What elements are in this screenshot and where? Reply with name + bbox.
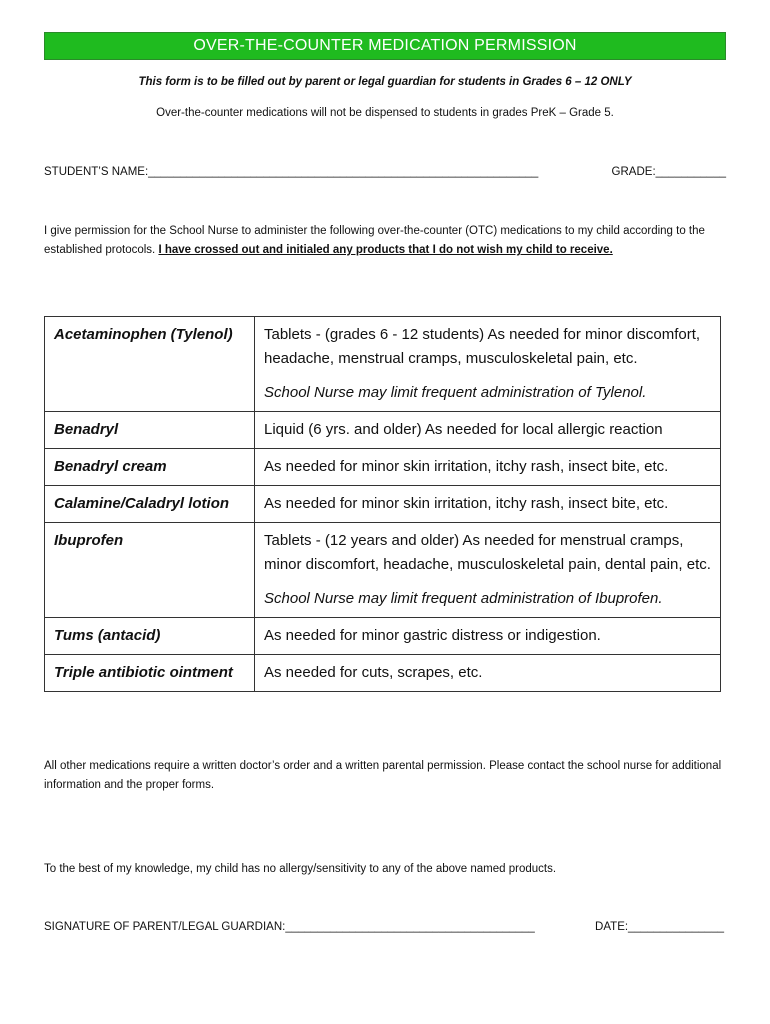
medication-name: Tums (antacid): [45, 618, 255, 655]
medication-description: As needed for minor skin irritation, itchy rash, insect bite, etc.: [264, 495, 669, 512]
medication-name: Acetaminophen (Tylenol): [45, 317, 255, 412]
medication-description: Tablets - (grades 6 - 12 students) As needed for minor discomfort, headache, menstrual cramps, musculoskeletal pain, etc.: [264, 326, 701, 367]
medication-note: School Nurse may limit frequent administration of Tylenol.: [264, 384, 647, 401]
medication-name: Benadryl cream: [45, 449, 255, 486]
medication-name: Benadryl: [45, 412, 255, 449]
student-info-row: [44, 166, 726, 178]
medication-row: [45, 618, 721, 655]
medication-name: Ibuprofen: [45, 523, 255, 618]
medication-description-cell: [255, 655, 721, 692]
grade-field[interactable]: GRADE:___________: [611, 166, 726, 178]
medication-description-cell: [255, 412, 721, 449]
medication-description-cell: [255, 486, 721, 523]
medication-description-cell: [255, 317, 721, 412]
medication-row: [45, 449, 721, 486]
permission-text: I give permission for the School Nurse to administer the following over-the-counter (OTC) medications to my child according to the established protocols.: [44, 225, 705, 256]
permission-statement: [44, 222, 724, 260]
student-name-field[interactable]: STUDENT’S NAME:_____________________________________________________________: [44, 166, 539, 178]
medications-table: [44, 316, 721, 692]
signature-field[interactable]: SIGNATURE OF PARENT/LEGAL GUARDIAN:_______________________________________: [44, 921, 535, 933]
medication-description: As needed for minor skin irritation, itchy rash, insect bite, etc.: [264, 458, 669, 475]
medication-description: Liquid (6 yrs. and older) As needed for local allergic reaction: [264, 421, 663, 438]
medication-description: Tablets - (12 years and older) As needed for menstrual cramps, minor discomfort, headache, musculoskeletal pain, dental pain, etc.: [264, 532, 711, 573]
notice-text: Over-the-counter medications will not be dispensed to students in grades PreK – Grade 5.: [156, 107, 614, 119]
medication-row: [45, 317, 721, 412]
allergy-statement: To the best of my knowledge, my child has no allergy/sensitivity to any of the above named products.: [44, 863, 557, 875]
medication-name: Calamine/Caladryl lotion: [45, 486, 255, 523]
form-title: OVER-THE-COUNTER MEDICATION PERMISSION: [44, 32, 726, 60]
medication-row: [45, 523, 721, 618]
signature-row: [44, 921, 724, 933]
medication-row: [45, 655, 721, 692]
medication-description: As needed for cuts, scrapes, etc.: [264, 664, 483, 681]
permission-emphasis: I have crossed out and initialed any products that I do not wish my child to receive.: [158, 244, 613, 256]
medication-description-cell: [255, 449, 721, 486]
instruction-text: This form is to be filled out by parent or legal guardian for students in Grades 6 – 12 ONLY: [138, 76, 632, 88]
medication-description-cell: [255, 523, 721, 618]
medication-row: [45, 486, 721, 523]
medication-note: School Nurse may limit frequent administration of Ibuprofen.: [264, 590, 663, 607]
medication-description: As needed for minor gastric distress or indigestion.: [264, 627, 601, 644]
medication-row: [45, 412, 721, 449]
other-medications-text: All other medications require a written doctor’s order and a written parental permission. Please contact the school nurse for additional information and the proper forms.: [44, 760, 722, 791]
medication-description-cell: [255, 618, 721, 655]
medication-name: Triple antibiotic ointment: [45, 655, 255, 692]
date-field[interactable]: DATE:_______________: [595, 921, 724, 933]
